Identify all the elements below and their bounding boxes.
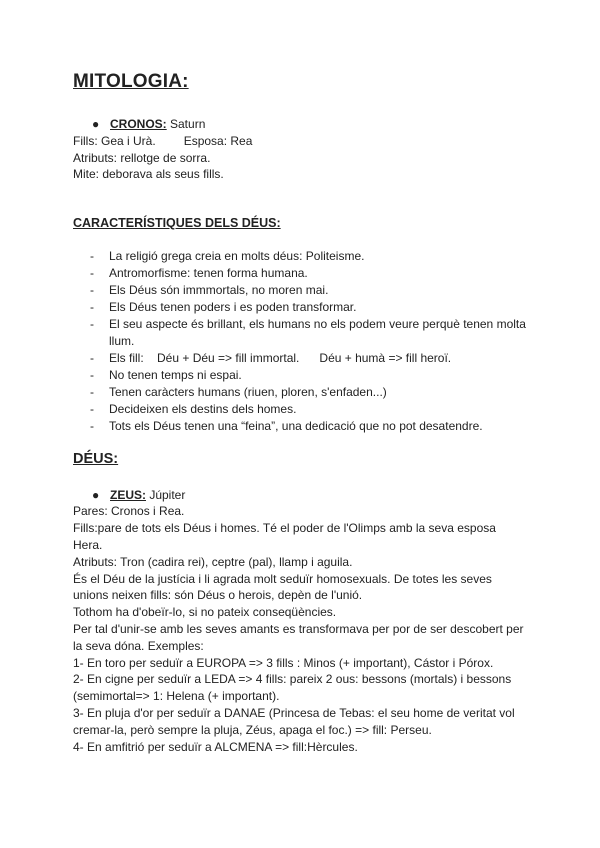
- list-item: - Els fill: Déu + Déu => fill immortal. Déu + humà => fill heroï.: [90, 351, 452, 365]
- bullet-icon: ●: [92, 117, 100, 131]
- cronos-heading: [92, 117, 205, 131]
- zeus-heading: [92, 488, 185, 502]
- zeus-line: cremar-la, però sempre la pluja, Zéus, apaga el foc.) => fill: Perseu.: [73, 723, 432, 737]
- zeus-line: la seva dóna. Exemples:: [73, 639, 204, 653]
- list-item: - Antromorfisme: tenen forma humana.: [90, 266, 308, 280]
- zeus-line: Hera.: [73, 538, 103, 552]
- zeus-line: 3- En pluja d'or per seduïr a DANAE (Princesa de Tebas: el seu home de veritat vol: [73, 706, 515, 720]
- list-item: - No tenen temps ni espai.: [90, 368, 242, 382]
- list-item: - El seu aspecte és brillant, els humans no els podem veure perquè tenen molta llum.: [90, 317, 526, 348]
- zeus-line: Atributs: Tron (cadira rei), ceptre (pal), llamp i aguila.: [73, 555, 353, 569]
- cronos-esposa: Esposa: Rea: [183, 134, 253, 148]
- cronos-roman-name: Saturn: [166, 117, 206, 131]
- zeus-line: Pares: Cronos i Rea.: [73, 504, 185, 518]
- zeus-roman-name: Júpiter: [146, 488, 186, 502]
- cronos-family: [73, 133, 252, 149]
- list-item: - La religió grega creia en molts déus: Politeisme.: [90, 249, 365, 263]
- list-item: - Decideixen els destins dels homes.: [90, 402, 297, 416]
- list-item: - Tenen caràcters humans (riuen, ploren, s'enfaden...): [90, 385, 387, 399]
- zeus-line: És el Déu de la justícia i li agrada molt seduïr homosexuals. De totes les seves: [73, 572, 492, 586]
- zeus-line: unions neixen fills: són Déus o herois, depèn de l'unió.: [73, 588, 363, 602]
- zeus-line: 1- En toro per seduïr a EUROPA => 3 fills : Minos (+ important), Cástor i Pórox.: [73, 656, 494, 670]
- zeus-line: Fills:pare de tots els Déus i homes. Té el poder de l'Olimps amb la seva esposa: [73, 521, 496, 535]
- caracteristiques-heading: CARACTERÍSTIQUES DELS DÉUS:: [73, 216, 281, 230]
- zeus-name: ZEUS:: [110, 488, 146, 502]
- cronos-name: CRONOS:: [110, 117, 167, 131]
- list-item: - Els Déus tenen poders i es poden transformar.: [90, 300, 357, 314]
- page-title: MITOLOGIA:: [73, 71, 189, 92]
- caracteristiques-list: [90, 248, 530, 435]
- cronos-fills: Fills: Gea i Urà.: [73, 134, 156, 148]
- zeus-line: 2- En cigne per seduïr a LEDA => 4 fills: pareix 2 ous: bessons (mortals) i bessons: [73, 672, 512, 686]
- zeus-line: (semimortal=> 1: Helena (+ important).: [73, 689, 280, 703]
- list-item: - Els Déus són immmortals, no moren mai.: [90, 283, 329, 297]
- cronos-atributs: Atributs: rellotge de sorra.: [73, 151, 211, 165]
- deus-heading: DÉUS:: [73, 451, 119, 467]
- zeus-line: Tothom ha d'obeïr-lo, si no pateix conseqüències.: [73, 605, 337, 619]
- zeus-line: Per tal d'unir-se amb les seves amants es transformava per por de ser descobert per: [73, 622, 524, 636]
- bullet-icon: ●: [92, 488, 100, 502]
- zeus-line: 4- En amfitrió per seduïr a ALCMENA => fill:Hèrcules.: [73, 740, 358, 754]
- list-item: - Tots els Déus tenen una “feina”, una dedicació que no pot desatendre.: [90, 419, 483, 433]
- cronos-mite: Mite: deborava als seus fills.: [73, 167, 224, 181]
